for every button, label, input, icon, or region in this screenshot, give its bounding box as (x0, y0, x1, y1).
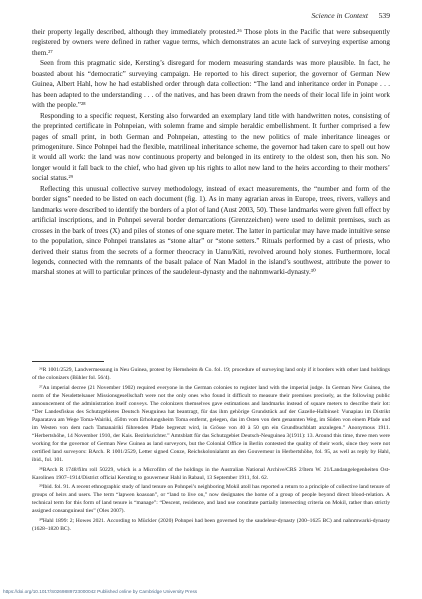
footnote-divider (32, 361, 104, 362)
body-paragraph: Reflecting this unusual collective survey methodology, instead of exact measurements, the “number and form of the border signs” needed to be listed on each document (fig. 1). As in many agrarian areas in Europe, trees, rivers, valleys and landmarks were described to identify the borders of a plot of land (Aust 2003, 50). These landmarks were given full effect by artificial inscriptions, and in Pohnpei several border demarcations (Grenzzeichen) were used to delimit premises, such as crosses in the bark of trees (X) and piles of stones of one square meter. The latter in particular may have made intuitive sense to the population, since Pohnpei translates as “stone altar” or “stone setters.” Rituals performed by a cast of priests, who derived their status from the secrets of a former theocracy in Uanu/Kiti, revolved around holy stones. Furthermore, local legends, connected with the remnants of the basalt palace of Nan Madol in the island’s southwest, attribute the power to marshal stones at will to particular princes of the saudeleur-dynasty and the nahnmwarki-dynasty.³⁰ (32, 184, 390, 277)
body-paragraph: Seen from this pragmatic side, Kersting’s disregard for modern measuring standards was more plausible. In fact, he boasted about his “democratic” surveying campaign. He reported to his direct superior, the governor of German New Guinea, Albert Hahl, how he had established order through data collection: “The land and inheritance order in Ponape . . . has been adapted to the understanding . . . of the natives, and has been drawn from the needs of their local life in joint work with the people.”²⁸ (32, 59, 390, 110)
running-head: Science in Context (311, 11, 368, 20)
footnote-27: ²⁷An imperial decree (21 November 1902) required everyone in the German colonies to register land with the imperial judge. In German New Guinea, the norm of the Neudettelsauer Missionsgesellschaft were not the only ones who found it difficult to measure their premises precisely, as the following public announcement of the administration itself conveys. The colonizers themselves gave estimations and landmarks instead of square meters to describe their lot: “Der Landesfiskus des Schutzgebietes Deutsch Neuguinea hat beantragt, für das ihm gehörige Grundstück auf der Gazelle-Halbinsel: Vunapiau im Distrikt Paparatava am Wege Toma-Wairiki, 450m vom Erholungsheim Toma entfernt, gelegen, das im Osten von dem genannten Weg, im Süden von einem Pfade und im Westen von dem nach Tamanairiki führenden Pfade begrenzt wird, in Grösse von 40 à 50 qm ein Grundbuchblatt anzulegen.” Anonymous 1911. “Herbertshöhe, 14 November 1910, der Kais. Bezirksrichter.” Amtsblatt für das Schutzgebiet Deutsch-Neuguinea 3(1911): 13. Around this time, three men were working for the governor of German New Guinea as land surveyors, but the Colonial Office in Berlin contested the quality of their work, since they were not certified land surveyors: BArch. R 1001/2529, Letter signed Conze, Reichskolonialamt an den Gouverneur in Herbertshöhe, fol. 95, as well as reply by Hahl, ibid., fol. 101. (32, 384, 390, 464)
footnotes (32, 366, 390, 534)
footnote-29: ²⁹Ibid. fol. 91. A recent ethnographic study of land tenure on Pohnpei’s neighboring Mokil atoll has reported a return to a principle of collective land tenure of groups of heirs and users. The term “lapwen koasoan”, or “land to live on,” now designates the home of a group of people beyond direct blood-relation. A technical term for this form of land tenure is “manage”: “Descent, residence, and land use constitute partially intersecting criteria on Mokil, rather than strictly assigned consanguineal ties” (Oles 2007). (32, 484, 390, 515)
body-text (32, 27, 390, 278)
body-paragraph: their property legally described, although they immediately protested.²⁶ Those plots in the Pacific that were subsequently registered by owners were defined in rather vague terms, which demonstrates an acute lack of surveying expertise among them.²⁷ (32, 28, 390, 57)
journal-page (32, 0, 390, 599)
page-header (32, 11, 390, 25)
doi-link[interactable]: https://doi.org/10.1017/S0269889723000042 Published online by Cambridge University Press (3, 589, 198, 594)
page-number: 539 (378, 11, 390, 20)
footnote-28: ²⁸BArch R 1748/film roll 50229, which is a Microfilm of the holdings in the Australian National Archive/CRS 2/Item W. 21/Landangelegenheiten Ost-Karolinen 1907–1914/District official Kersting to gouverneur Hahl in Rabaul, 13 September 1911, fol. 62. (32, 466, 390, 481)
footnote-30: ³⁰Hahl 1899: 2; Howes 2021. According to Mückler (2020) Pohnpei had been governed by the saudeleur-dynasty (200–1625 BC) and nahnmwarki-dynasty (1628–1820 BC). (32, 517, 390, 532)
footnote-26: ²⁶R 1001/2529, Landvermessung in Neu Guinea, protest by Hernsheim & Co. fol. 19; procedure of surveying land only if it borders with other land holdings of the colonizers (Bühler fol. 56/4). (32, 367, 390, 382)
body-paragraph: Responding to a specific request, Kersting also forwarded an exemplary land title with handwritten notes, consisting of the preprinted certificate in Pohnpeian, with solemn frame and simple heraldic embellishment. It further comprised a few pages of small print, in both German and Pohnpeian, attesting to the new politics of male inheritance lineages or primogeniture. Since Pohnpei had the flexible, matrilineal inheritance scheme, the governor had taken care to spell out how it would all work: the land was now continuous property and belonged in its entirety to the oldest son, then his son. No longer would it fall back to the chief, who had given up his rights to allot new land to the heirs according to their mothers’ social status.²⁹ (32, 111, 390, 183)
